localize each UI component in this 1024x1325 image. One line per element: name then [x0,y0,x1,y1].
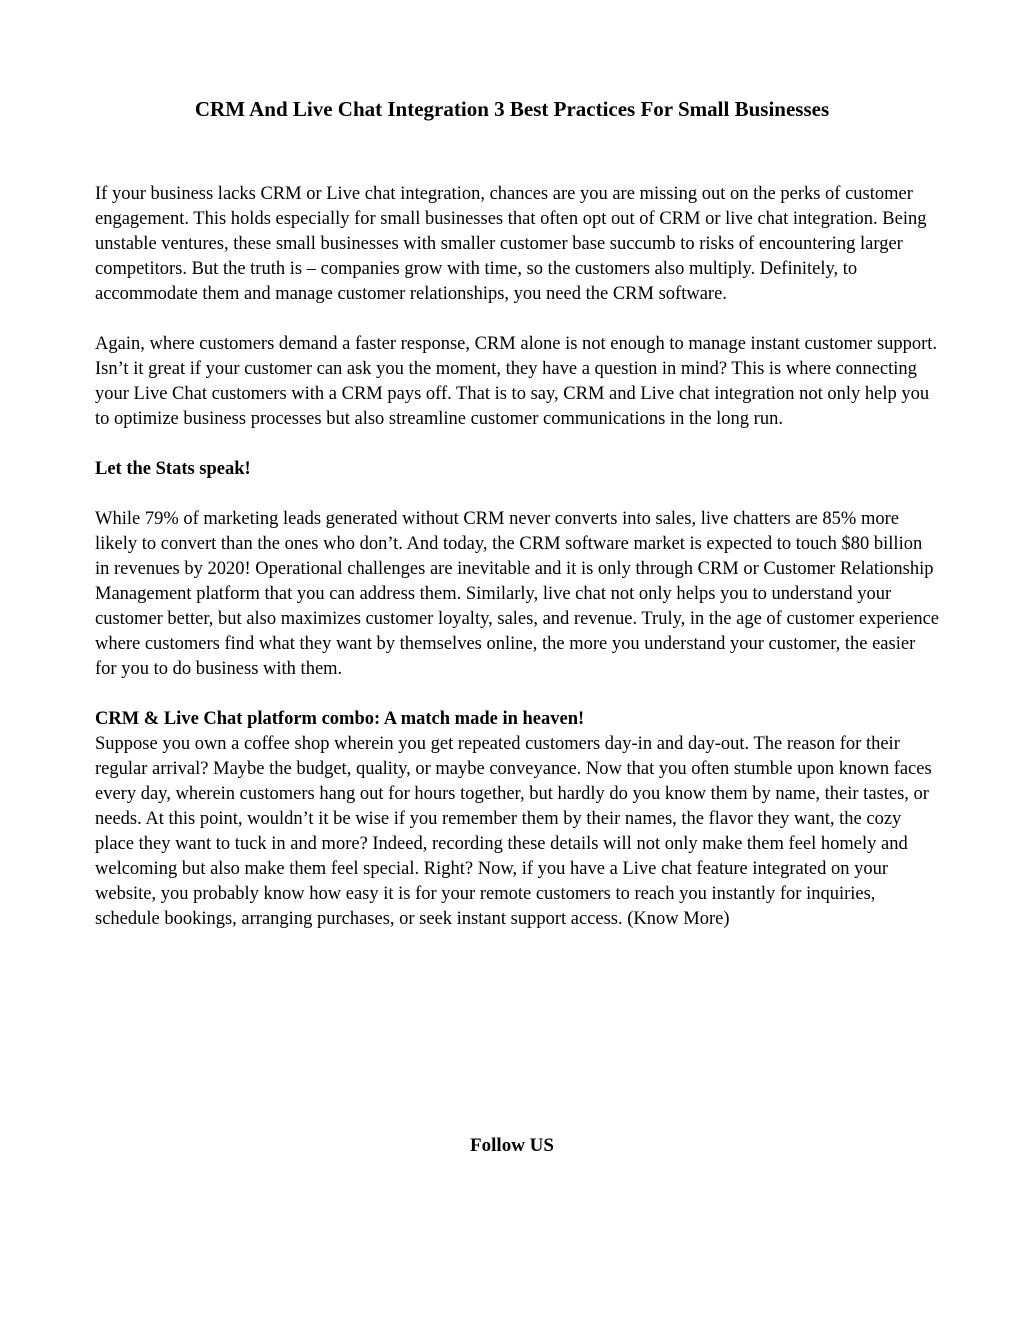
heading-stats: Let the Stats speak! [95,459,251,479]
heading-combo: CRM & Live Chat platform combo: A match made in heaven! [95,709,585,729]
paragraph-combo: Suppose you own a coffee shop wherein you get repeated customers day-in and day-out. The reason for their regular arrival? Maybe the budget, quality, or maybe conveyance. Now that you often stumble upon known faces every day, wherein customers hang out for hours together, but hardly do you know them by name, their tastes, or needs. At this point, wouldn’t it be wise if you remember them by their names, the flavor they want, the cozy place they want to tuck in and more? Indeed, recording these details will not only make them feel homely and welcoming but also make them feel special. Right? Now, if you have a Live chat feature integrated on your website, you probably know how easy it is for your remote customers to reach you instantly for inquiries, schedule bookings, arranging purchases, or seek instant support access. (Know More) [95,734,932,929]
paragraph-intro: If your business lacks CRM or Live chat integration, chances are you are missing out on the perks of customer engagement. This holds especially for small businesses that often opt out of CRM or live chat integration. Being unstable ventures, these small businesses with smaller customer base succumb to risks of encountering larger competitors. But the truth is – companies grow with time, so the customers also multiply. Definitely, to accommodate them and manage customer relationships, you need the CRM software. [95,184,927,304]
paragraph-stats: While 79% of marketing leads generated without CRM never converts into sales, live chatters are 85% more likely to convert than the ones who don’t. And today, the CRM software market is expected to touch $80 billion in revenues by 2020! Operational challenges are inevitable and it is only through CRM or Customer Relationship Management platform that you can address them. Similarly, live chat not only helps you to understand your customer better, but also maximizes customer loyalty, sales, and revenue. Truly, in the age of customer experience where customers find what they want by themselves online, the more you understand your customer, the easier for you to do business with them. [95,509,940,679]
follow-us-heading: Follow US [470,1135,554,1156]
document-body [95,182,940,957]
document-title: CRM And Live Chat Integration 3 Best Practices For Small Businesses [194,97,830,121]
paragraph-again: Again, where customers demand a faster response, CRM alone is not enough to manage instant customer support. Isn’t it great if your customer can ask you the moment, they have a question in mind? This is where connecting your Live Chat customers with a CRM pays off. That is to say, CRM and Live chat integration not only help you to optimize business processes but also streamline customer communications in the long run. [95,334,938,429]
